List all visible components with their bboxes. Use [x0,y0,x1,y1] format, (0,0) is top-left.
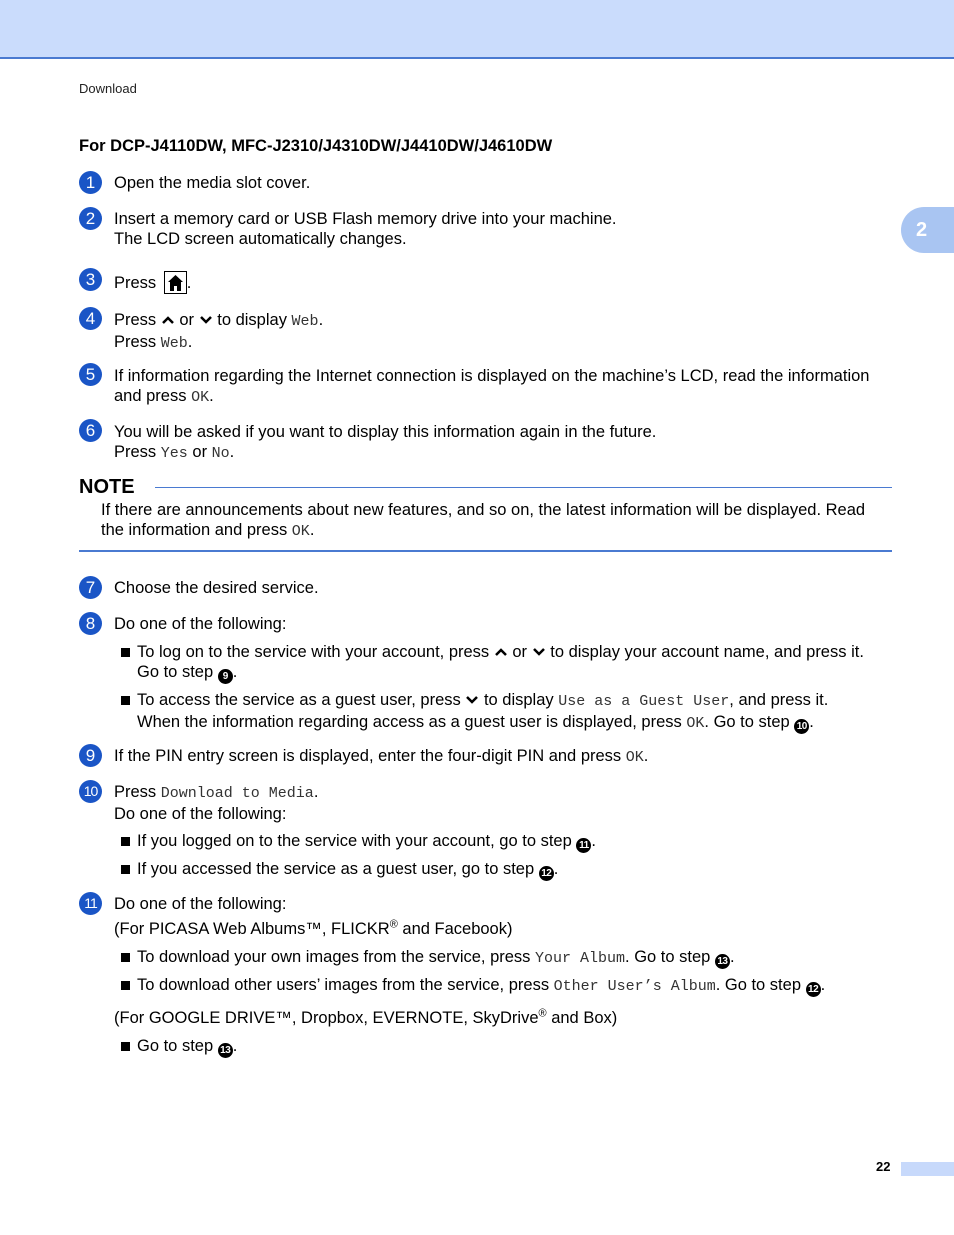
down-arrow-icon [199,314,213,326]
step-4: 4 Press or to display Web. Press Web. [79,307,892,354]
step-text: Insert a memory card or USB Flash memory drive into your machine. [114,210,617,228]
step-7: 7 Choose the desired service. [79,576,892,598]
note-divider [155,487,892,488]
step-number: 10 [79,780,102,803]
step-number: 2 [79,207,102,230]
step-number: 4 [79,307,102,330]
step-11: 11 Do one of the following: (For PICASA Web Albums™, FLICKR® and Facebook) [79,892,892,939]
note-body: If there are announcements about new features, and so on, the latest information will be displayed. Read the information and press OK. [101,501,866,540]
up-arrow-icon [494,646,508,658]
list-item: If you logged on to the service with your account, go to step 11 . [121,831,892,853]
step-reference: 12 [806,982,821,997]
step-text: The LCD screen automatically changes. [114,230,407,248]
bullet-icon [121,696,130,705]
list-item: To access the service as a guest user, press to display Use as a Guest User, and press it. When the information regarding access as a guest user is displayed, press OK. Go to step 10 . [121,690,892,734]
lcd-option: Web [291,313,319,330]
bullet-icon [121,648,130,657]
chapter-tab: 2 [901,207,954,253]
step-number: 3 [79,268,102,291]
bullet-icon [121,981,130,990]
down-arrow-icon [532,646,546,658]
lcd-option: Yes [160,445,188,462]
step-reference: 13 [715,954,730,969]
step-1 [79,171,892,193]
list-item: Go to step 13 . [121,1036,892,1058]
bullet-icon [121,1042,130,1051]
bullet-icon [121,837,130,846]
step-number: 9 [79,744,102,767]
step-text: Press [114,274,157,292]
step-10: 10 Press Download to Media. Do one of the following: [79,780,892,824]
lcd-option: Use as a Guest User [558,693,730,710]
down-arrow-icon [465,694,479,706]
lcd-option: OK [191,389,210,406]
lcd-option: OK [291,523,310,540]
step-reference: 13 [218,1043,233,1058]
lcd-option: Other User’s Album [553,978,716,995]
subheading: (For GOOGLE DRIVE™, Dropbox, EVERNOTE, SkyDrive® and Box) [114,1007,618,1027]
step-reference: 11 [576,838,591,853]
lcd-option: OK [686,715,705,732]
lcd-option: No [211,445,230,462]
up-arrow-icon [161,314,175,326]
lcd-option: OK [625,749,644,766]
step-number: 7 [79,576,102,599]
step-9: 9 If the PIN entry screen is displayed, enter the four-digit PIN and press OK. [79,744,892,768]
step-8: 8 Do one of the following: [79,612,892,634]
note-title: NOTE [79,476,135,498]
page-footer-band [901,1162,954,1176]
step-number: 8 [79,612,102,635]
step-6: 6 You will be asked if you want to display this information again in the future. Press Yes or No. [79,419,892,464]
page-number: 22 [876,1159,891,1174]
section-heading: For DCP-J4110DW, MFC-J2310/J4310DW/J4410DW/J4610DW [79,137,553,155]
step-reference: 12 [539,866,554,881]
step-2 [79,207,892,249]
lcd-option: Download to Media [160,785,314,802]
step-reference: 9 [218,669,233,684]
list-item: To download your own images from the service, press Your Album. Go to step 13 . [121,947,892,969]
step-number: 1 [79,171,102,194]
step-number: 6 [79,419,102,442]
page-header-band [0,0,954,59]
list-item: If you accessed the service as a guest user, go to step 12 . [121,859,892,881]
bullet-icon [121,953,130,962]
list-item: To download other users’ images from the service, press Other User’s Album. Go to step 12 . [121,975,892,997]
bullet-icon [121,865,130,874]
home-icon [164,271,187,294]
step-reference: 10 [794,719,809,734]
step-number: 5 [79,363,102,386]
step-5: 5 If information regarding the Internet connection is displayed on the machine’s LCD, read the information and press OK. [79,363,892,408]
list-item: To log on to the service with your account, press or to display your account name, and press it. Go to step 9 . [121,642,892,684]
step-number: 11 [79,892,102,915]
note-divider [79,550,892,552]
step-3: 3 Press . [79,268,892,294]
lcd-option: Your Album [535,950,626,967]
step-text: Open the media slot cover. [114,174,311,192]
lcd-option: Web [160,335,188,352]
breadcrumb: Download [79,81,137,96]
